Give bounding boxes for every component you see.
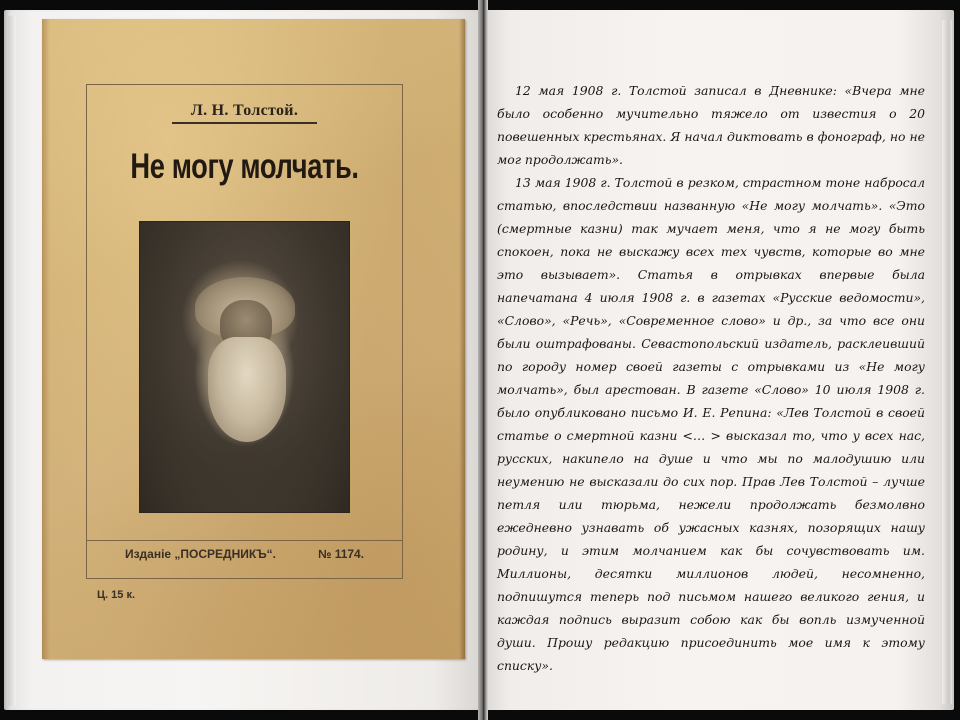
cover-price: Ц. 15 к. — [97, 589, 136, 601]
paragraph-1: 12 мая 1908 г. Толстой записал в Дневнике: «Вчера мне было особенно мучительно тяжело от известия о 20 повешенных крестьянах. Я начал диктовать в фонограф, но не мог продолжать». — [497, 83, 925, 167]
issue-number: № 1174. — [317, 547, 365, 561]
paragraph-2: 13 мая 1908 г. Толстой в резком, страстном тоне набросал статью, впоследствии названную «Не могу молчать». «Это (смертные казни) так мучает меня, что я не могу быть спокоен, пока не выскажу всех тех чувств, которые во мне это вызывает». Статья в отрывках впервые была напечатана 4 июля 1908 г. в газетах «Русские ведомости», «Слово», «Речь», «Современное слово» и др., за что все они были оштрафованы. Севастопольский издатель, расклеивший по городу номер своей газеты с отрывками из «Не могу молчать», был арестован. В газете «Слово» 10 июля 1908 г. было опубликовано письмо И. Е. Репина: «Лев Толстой в своей статье о смертной казни <… > высказал то, что у всех нас, русских, накипело на душе и что мы по малодушию или неумению не высказали до сих пор. Прав Лев Толстой – лучше петля или тюрьма, нежели продолжать безмолвно ежедневно узнавать об ужасных казнях, позорящих нашу родину, и этим молчанием как бы сочувствовать им. Миллионы, десятки миллионов людей, несомненно, подпишутся теперь под письмом нашего великого гения, и каждая подпись выразит собою как бы вопль измученной души. Прошу редакцию присоединить мое имя к этому списку». — [497, 175, 925, 673]
book-cover-image — [42, 19, 465, 659]
author-underline — [172, 122, 317, 124]
book-spine — [478, 0, 488, 720]
article-text — [497, 79, 925, 677]
cover-divider — [87, 540, 402, 541]
tolstoy-portrait — [139, 221, 350, 513]
portrait-beard — [208, 337, 286, 442]
cover-title: Не могу молчать. — [130, 147, 359, 186]
cover-author: Л. Н. Толстой. — [190, 102, 299, 119]
cover-publisher-row — [87, 547, 402, 561]
publisher-name: Изданіе „ПОСРЕДНИКЪ“. — [124, 547, 276, 561]
cover-frame — [86, 84, 403, 579]
